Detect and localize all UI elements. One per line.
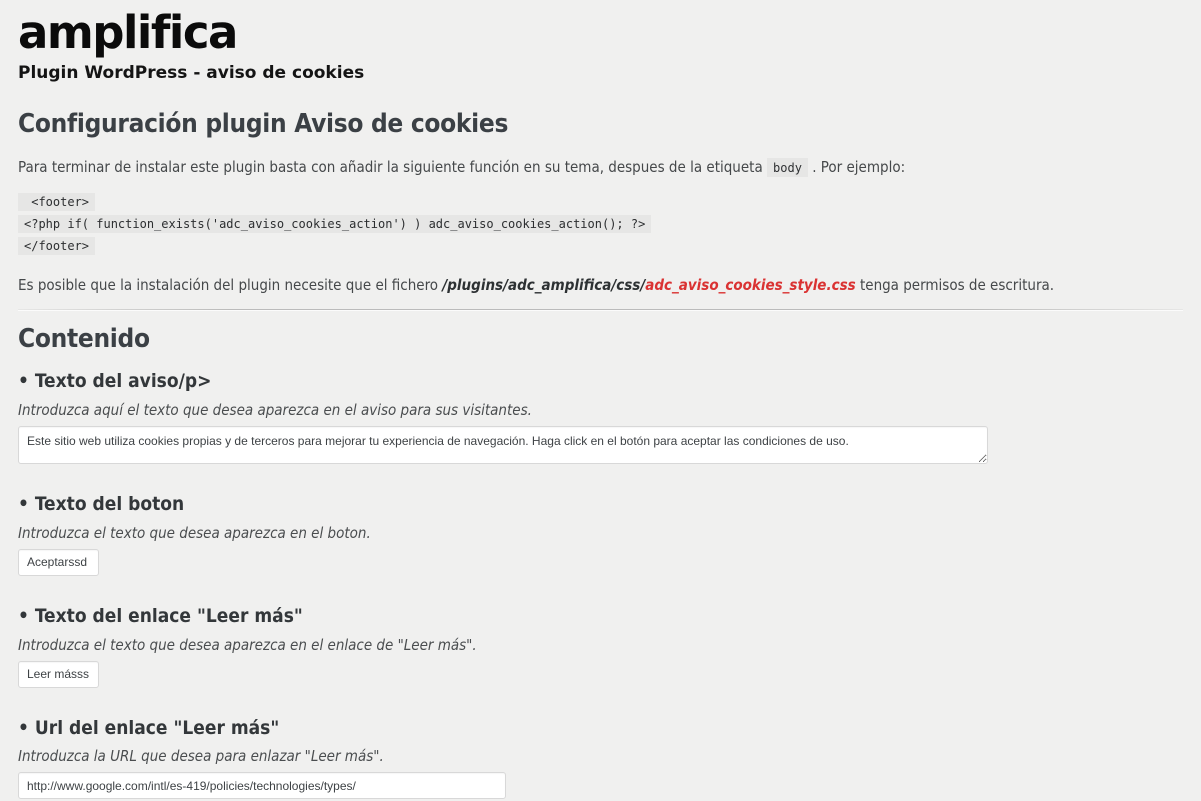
permissions-note-text: Es posible que la instalación del plugin necesite que el fichero [18,276,439,295]
install-instructions [18,158,1183,176]
readmore-text-label-text: Texto del enlace "Leer más" [34,604,303,627]
button-text-label-text: Texto del boton [34,492,185,515]
button-text-input[interactable] [18,549,99,576]
install-instructions-tail: . Por ejemplo: [812,158,906,177]
button-text-description: Introduzca el texto que desea aparezca en el boton. [18,523,371,542]
header [18,8,1183,83]
readmore-url-description: Introduzca la URL que desea para enlazar "Leer más". [18,747,384,766]
code-snippet [18,193,1183,255]
site-logo: amplifica [18,6,237,59]
content-section [18,325,1183,799]
section-divider [18,309,1183,310]
readmore-url-field-group [18,717,1183,800]
button-text-field-group [18,493,1183,576]
readmore-url-input[interactable] [18,772,506,799]
readmore-url-label-text: Url del enlace "Leer más" [34,716,280,739]
site-subtitle: Plugin WordPress - aviso de cookies [18,63,365,84]
config-section [18,110,1183,294]
readmore-text-description: Introduzca el texto que desea aparezca en el enlace de "Leer más". [18,635,477,654]
notice-text-textarea[interactable] [18,426,988,464]
code-line-footer-open: <footer> [18,193,95,211]
notice-text-description: Introduzca aquí el texto que desea aparezca en el aviso para sus visitantes. [18,400,532,419]
code-line-php: <?php if( function_exists('adc_aviso_cookies_action') ) adc_aviso_cookies_action(); ?> [18,215,651,233]
bullet-icon: • [18,370,29,393]
bullet-icon: • [18,604,29,627]
readmore-text-field-group [18,605,1183,688]
install-instructions-text: Para terminar de instalar este plugin basta con añadir la siguiente función en su tema, despues de la etiqueta [18,158,763,177]
readmore-text-input[interactable] [18,661,99,688]
plugin-css-path: /plugins/adc_amplifica/css/ [442,276,646,295]
notice-text-label [18,370,1183,393]
css-file-name: adc_aviso_cookies_style.css [645,276,856,295]
body-tag-inline-code: body [767,158,808,177]
permissions-note [18,276,1183,294]
bullet-icon: • [18,716,29,739]
notice-text-field-group [18,370,1183,464]
bullet-icon: • [18,492,29,515]
content-section-title: Contenido [18,324,150,355]
readmore-text-label [18,605,1183,628]
permissions-note-tail: tenga permisos de escritura. [859,276,1055,295]
config-section-title: Configuración plugin Aviso de cookies [18,109,509,140]
code-line-footer-close: </footer> [18,237,95,255]
notice-text-label-text: Texto del aviso/p> [34,370,212,393]
button-text-label [18,493,1183,516]
readmore-url-label [18,717,1183,740]
